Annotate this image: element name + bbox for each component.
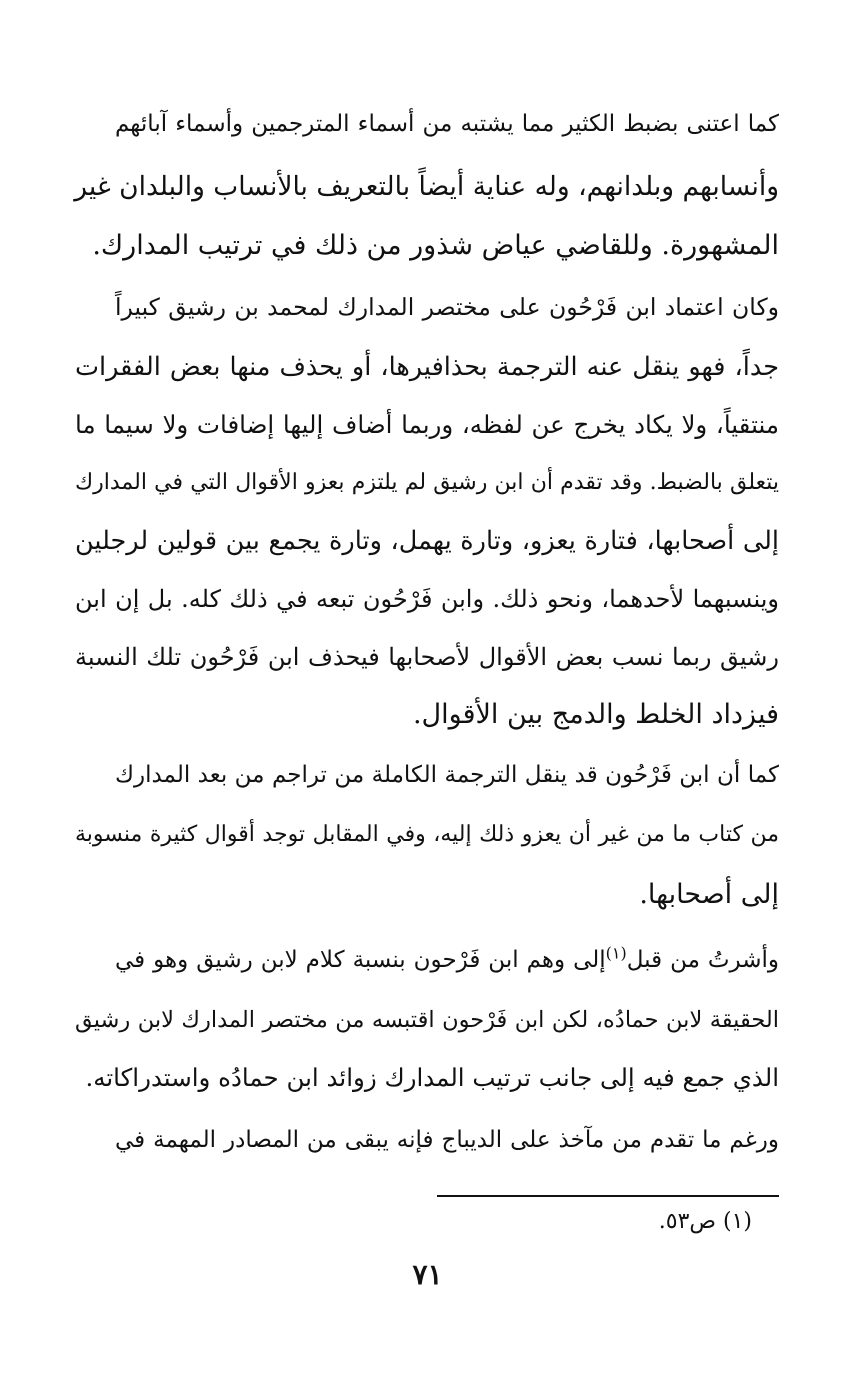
paragraph-4-line-2: الحقيقة لابن حمادُه، لكن ابن فَرْحون اقتبسه من مختصر المدارك لابن رشيق [75, 1007, 779, 1033]
paragraph-2-line-2: جداً، فهو ينقل عنه الترجمة بحذافيرها، أو يحذف منها بعض الفقرات [75, 352, 779, 382]
paragraph-1-line-2: وأنسابهم وبلدانهم، وله عناية أيضاً بالتعريف بالأنساب والبلدان غير [74, 171, 779, 202]
paragraph-3-line-2: من كتاب ما من غير أن يعزو ذلك إليه، وفي المقابل توجد أقوال كثيرة منسوبة [75, 822, 779, 847]
paragraph-2-line-3: منتقياً، ولا يكاد يخرج عن لفظه، وربما أضاف إليها إضافات ولا سيما ما [75, 410, 779, 439]
paragraph-2-line-5: إلى أصحابها، فتارة يعزو، وتارة يهمل، وتارة يجمع بين قولين لرجلين [75, 526, 779, 556]
paragraph-4-line-1-start: وأشرتُ من قبل [626, 947, 779, 973]
paragraph-4-line-1-end: إلى وهم ابن فَرْحون بنسبة كلام لابن رشيق وهو في [115, 947, 606, 973]
paragraph-5-line-1: ورغم ما تقدم من مآخذ على الديباج فإنه يبقى من المصادر المهمة في [115, 1127, 779, 1153]
paragraph-2-line-1: وكان اعتماد ابن فَرْحُون على مختصر المدارك لمحمد بن رشيق كبيراً [115, 293, 779, 321]
paragraph-1-line-1: كما اعتنى بضبط الكثير مما يشتبه من أسماء المترجمين وأسماء آبائهم [115, 111, 779, 137]
paragraph-2-line-7: رشيق ربما نسب بعض الأقوال لأصحابها فيحذف ابن فَرْحُون تلك النسبة [75, 643, 779, 671]
paragraph-3-line-3: إلى أصحابها. [639, 879, 779, 910]
paragraph-3-line-1: كما أن ابن فَرْحُون قد ينقل الترجمة الكاملة من تراجم من بعد المدارك [115, 762, 779, 788]
paragraph-4-line-1 [115, 940, 779, 980]
footnote-reference[interactable]: (١) [605, 943, 627, 963]
page-number: ٧١ [412, 1258, 443, 1291]
paragraph-1-line-3: المشهورة. وللقاضي عياض شذور من ذلك في ترتيب المدارك. [92, 230, 779, 261]
footnote-text: (١) ص٥٣. [658, 1209, 752, 1234]
paragraph-2-line-8: فيزداد الخلط والدمج بين الأقوال. [412, 699, 779, 730]
footnote-divider [437, 1195, 779, 1197]
paragraph-4-line-3: الذي جمع فيه إلى جانب ترتيب المدارك زوائد ابن حمادُه واستدراكاته. [85, 1063, 779, 1092]
paragraph-2-line-4: يتعلق بالضبط. وقد تقدم أن ابن رشيق لم يلتزم بعزو الأقوال التي في المدارك [75, 470, 779, 495]
paragraph-2-line-6: وينسبهما لأحدهما، ونحو ذلك. وابن فَرْحُون تبعه في ذلك كله. بل إن ابن [75, 585, 779, 613]
